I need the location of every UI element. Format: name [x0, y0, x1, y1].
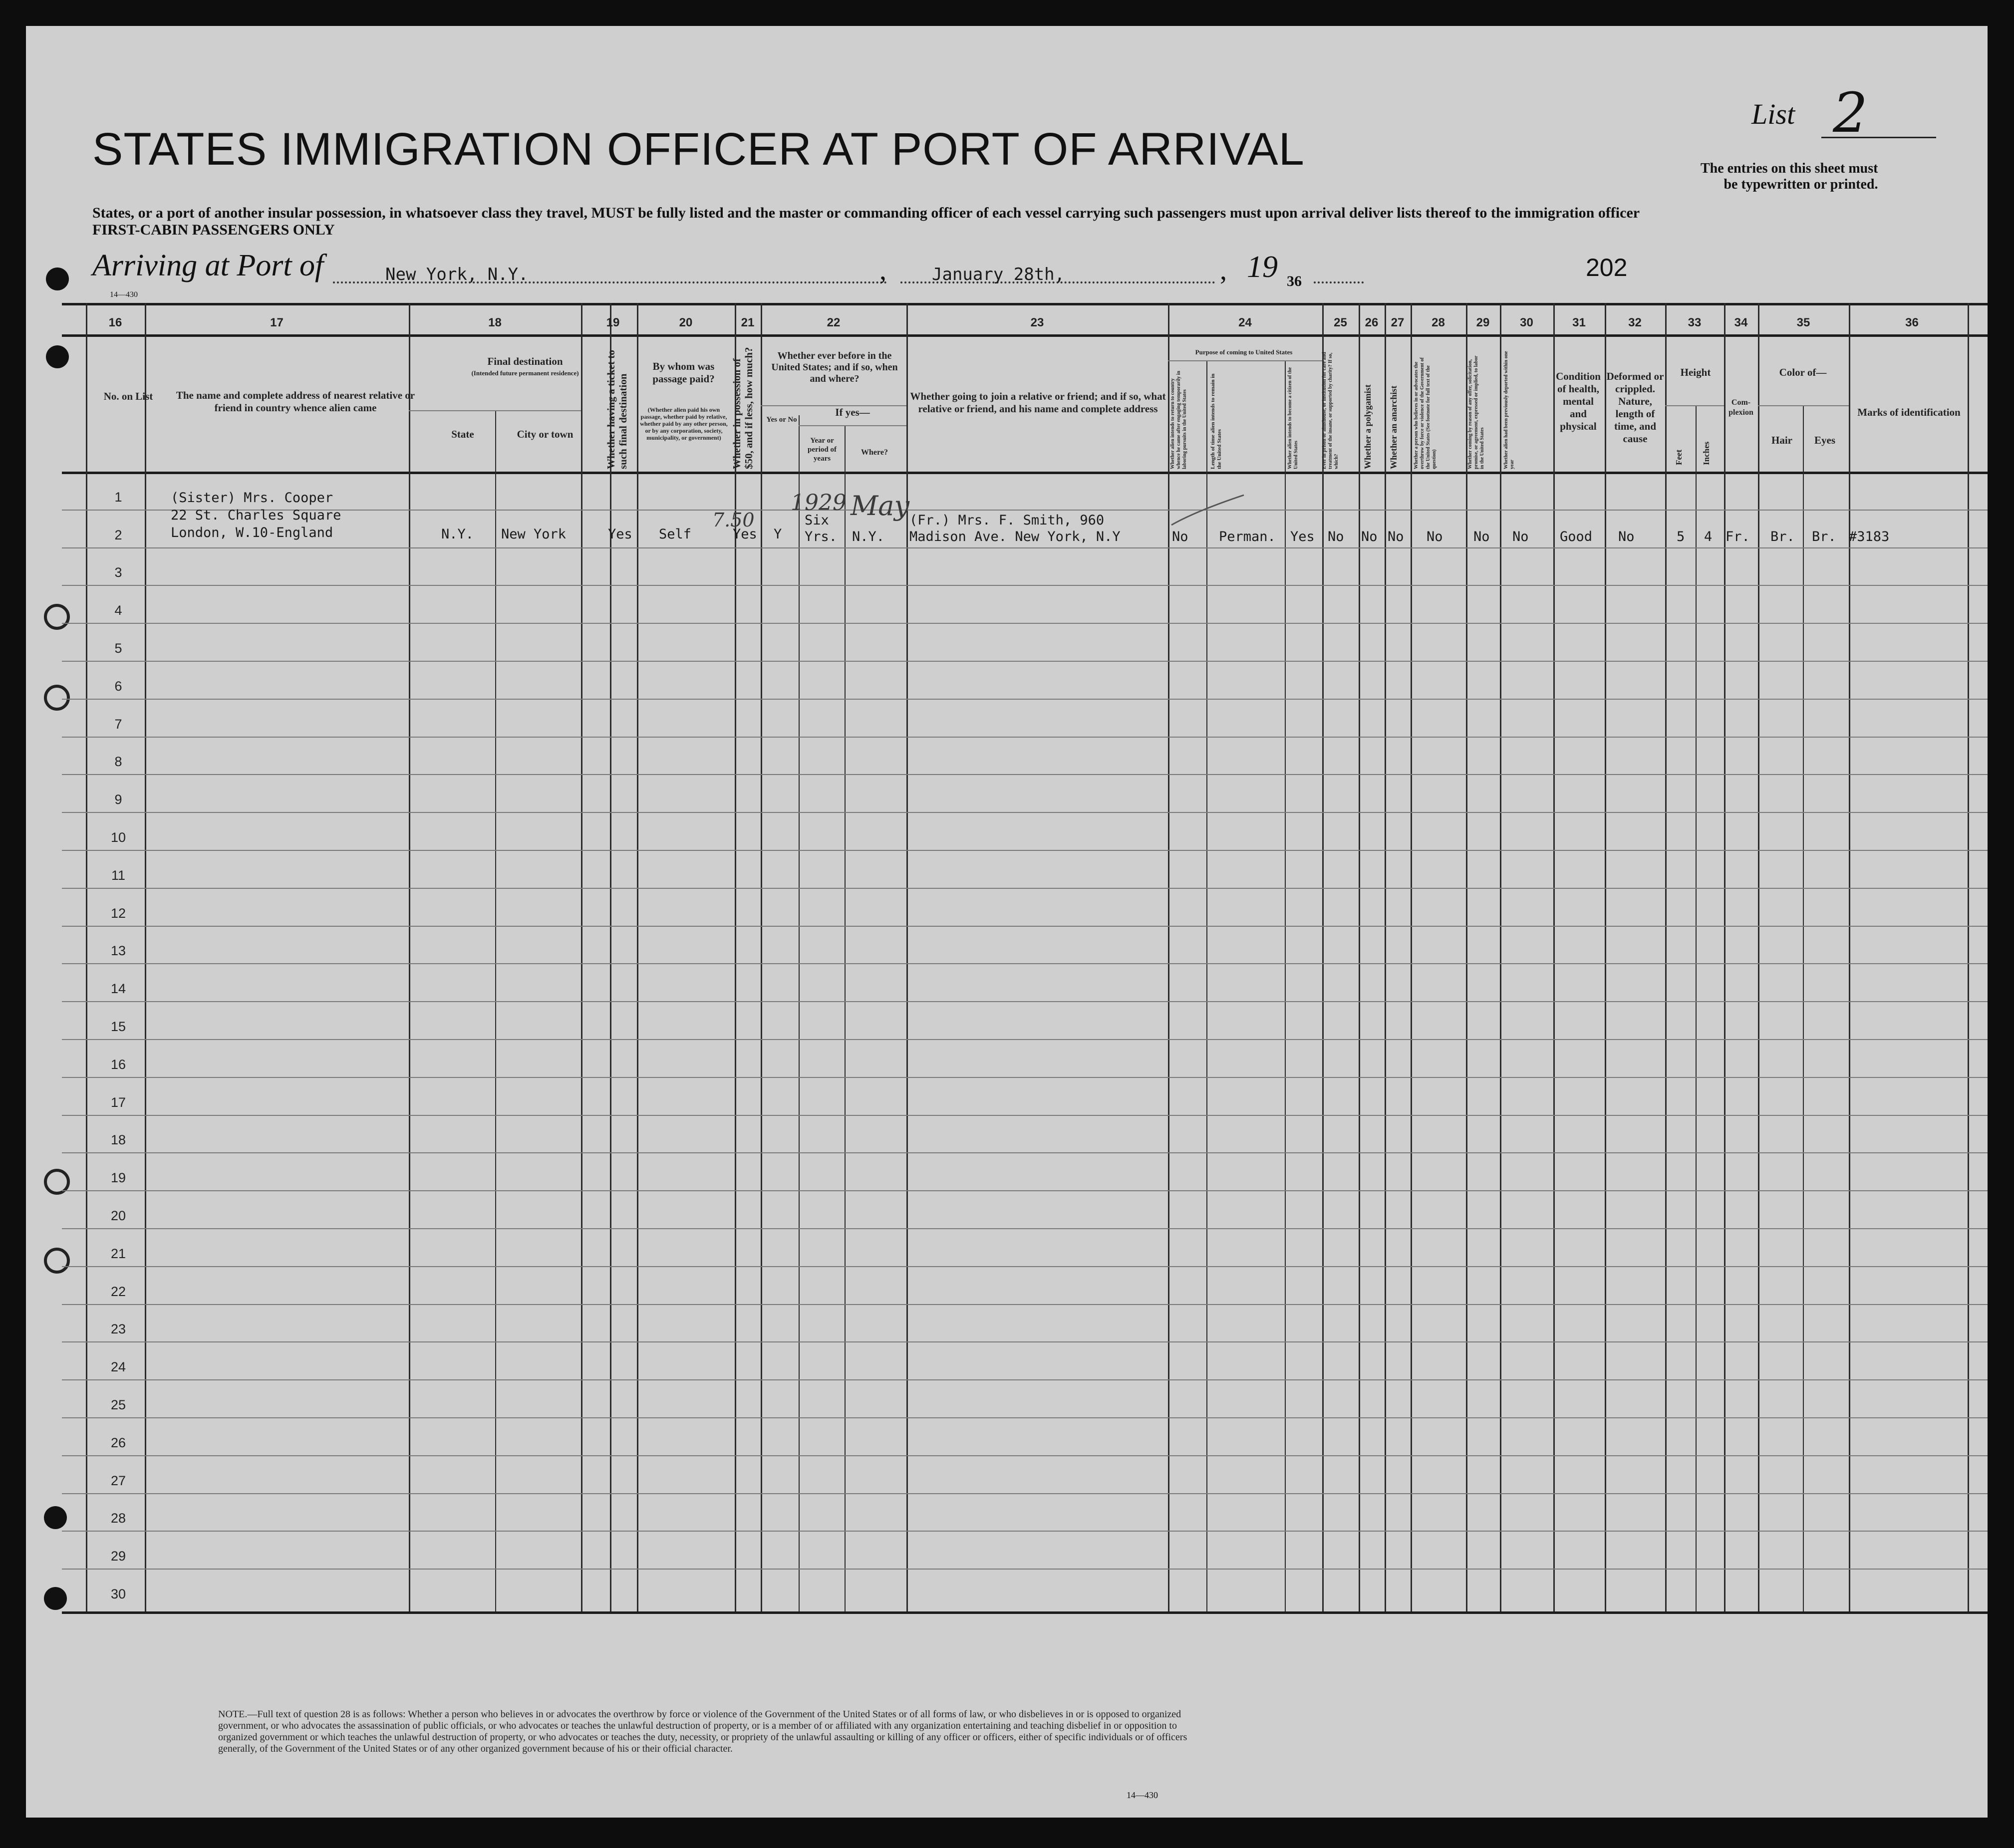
row-number: 15 — [110, 1019, 126, 1034]
row-number: 16 — [110, 1056, 126, 1072]
year-suffix: 36 — [1287, 273, 1302, 289]
row-number: 1 — [114, 489, 122, 505]
entry-where: N.Y. — [852, 529, 885, 544]
row-number: 29 — [110, 1549, 126, 1564]
row-number: 6 — [114, 678, 122, 694]
instruction-text: States, or a port of another insular possession, in whatsoever class they travel, MUST be fully listed and the master or commanding officer of each vessel carrying such passengers must upon arrival deliver lists thereof to the immigration officer — [92, 205, 1640, 221]
entry-state: N.Y. — [441, 527, 474, 542]
list-label: List — [1751, 98, 1795, 130]
form-title: STATES IMMIGRATION OFFICER AT PORT OF ARRIVAL — [92, 124, 1305, 175]
header-deformed: Deformed or crippled. Nature, length of time, and cause — [1606, 370, 1664, 445]
column-number: 17 — [270, 316, 284, 329]
date-value: January 28th, — [932, 264, 1065, 284]
row-number: 11 — [111, 867, 126, 883]
header-no-on-list: No. on List — [103, 390, 153, 402]
year-prefix: 19 — [1247, 250, 1278, 284]
column-number: 19 — [606, 316, 620, 329]
handwritten-stroke — [1169, 490, 1249, 530]
row-number: 10 — [110, 830, 126, 845]
header-year-or-period: Year or period of years — [808, 437, 837, 463]
header-state: State — [451, 428, 474, 440]
row-number: 18 — [110, 1132, 126, 1148]
entry-relative-line-2: 22 St. Charles Square — [171, 508, 341, 523]
row-number: 19 — [110, 1170, 126, 1186]
column-number: 25 — [1334, 316, 1347, 329]
header-where: Where? — [861, 448, 888, 457]
entry-deformed: No — [1618, 529, 1635, 544]
header-if-yes: If yes— — [835, 406, 870, 418]
entry-relative-line-1: (Sister) Mrs. Cooper — [171, 490, 333, 506]
typewritten-note — [1701, 161, 1878, 193]
header-purpose-return: Whether alien intends to return to country whence he came after engaging temporarily in laboring pursuits in the United States — [1170, 371, 1187, 469]
column-number: 33 — [1688, 316, 1702, 329]
column-number: 23 — [1030, 316, 1044, 329]
column-number: 24 — [1238, 316, 1252, 329]
header-height: Height — [1680, 366, 1711, 378]
row-number: 25 — [110, 1397, 126, 1412]
port-value: New York, N.Y. — [385, 264, 529, 284]
page-number: 202 — [1586, 254, 1628, 281]
binder-hole — [44, 1248, 70, 1274]
list-number: 2 — [1833, 81, 1868, 145]
row-number: 21 — [110, 1246, 126, 1261]
binder-hole — [44, 685, 70, 711]
header-yes-or-no: Yes or No — [766, 416, 797, 424]
header-polygamist: Whether a polygamist — [1363, 384, 1373, 469]
header-condition: Condition of health, mental and physical — [1556, 370, 1601, 432]
class-line: FIRST-CABIN PASSENGERS ONLY — [92, 222, 335, 238]
column-number: 34 — [1734, 316, 1748, 329]
entry-feet: 5 — [1677, 529, 1685, 544]
entry-marks: #3183 — [1849, 529, 1890, 544]
header-purpose-length: Length of time alien intends to remain in the United States — [1210, 373, 1222, 469]
column-number: 29 — [1476, 316, 1490, 329]
header-marks: Marks of identification — [1857, 406, 1961, 418]
binder-hole — [44, 1587, 67, 1610]
column-number: 21 — [741, 316, 755, 329]
header-deported: Whether alien had been previously deported within one year — [1503, 351, 1515, 469]
binder-hole — [44, 604, 70, 630]
header-feet: Feet — [1674, 449, 1684, 465]
row-number: 14 — [110, 981, 126, 997]
entry-ticket: Yes — [608, 527, 632, 542]
entry-complexion: Fr. — [1726, 529, 1750, 544]
row-number: 26 — [110, 1435, 126, 1450]
row-number: 22 — [110, 1284, 126, 1299]
column-number: 30 — [1520, 316, 1533, 329]
entry-city: New York — [501, 527, 567, 542]
header-relative-address: The name and complete address of nearest relative or friend in country whence alien came — [176, 389, 415, 414]
entry-before-yes-no: Y — [774, 527, 782, 542]
column-number: 18 — [488, 316, 502, 329]
row-number: 5 — [114, 641, 122, 656]
header-city-or-town: City or town — [517, 428, 574, 440]
entry-relative-line-3: London, W.10-England — [171, 525, 333, 540]
column-number: 36 — [1905, 316, 1919, 329]
entry-deported: No — [1512, 529, 1529, 544]
header-color-of: Color of— — [1779, 366, 1827, 378]
entry-where-handwritten: May — [851, 490, 909, 522]
entry-inches: 4 — [1704, 529, 1713, 544]
row-number: 28 — [110, 1511, 126, 1526]
entry-contract: No — [1473, 529, 1490, 544]
entry-return-temporary: No — [1172, 529, 1188, 544]
entry-period-handwritten: 1929 — [791, 490, 847, 516]
header-joining: Whether going to join a relative or friend; and if so, what relative or friend, and his name and complete address — [910, 390, 1166, 415]
entry-become-citizen: Yes — [1290, 529, 1315, 544]
row-number: 7 — [114, 716, 122, 732]
row-number: 9 — [114, 792, 122, 807]
header-contract: Whether coming by reason of any offer, solicitation, promise, or agreement, expressed or implied, to labor in the United States — [1467, 355, 1485, 469]
row-number: 27 — [110, 1473, 126, 1488]
row-number: 8 — [114, 754, 122, 770]
column-number: 31 — [1572, 316, 1586, 329]
row-number: 12 — [110, 905, 126, 921]
entry-period-line-1: Six — [805, 513, 829, 528]
manifest-sheet: STATES IMMIGRATION OFFICER AT PORT OF ARRIVAL States, or a port of another insular possession, in whatsoever class they travel, MUST be fully listed and the master or commanding officer of each vessel carrying such passengers must upon arrival deliver lists thereof to the immigration officer FIRST-CABIN PASSENGERS ONLY List 2 The entries on this sheet must be typewritten or printed. Arriving at Port of New York, N.Y. , January 28th, , 19 36 202 14—430 16 17 18 19 20 21 22 23 24 25 26 27 28 29 30 31 32 33 34 35 36 No. on List The name and complete address of nearest relative or friend in country whence alien came Final destination (Intended future permanent residence) State City or town Whether having a ticket to such final destination By whom was passage paid? (Whether alien paid his own passage, whether paid by relative, whether paid by any other person, or by any corporation, society, municipality, or government) Whether in possession of $50, and if less, how much? Whether ever before in the United States; and if so, when and where? Yes or No If yes— Year or period of years Where? Whether going to join a relative or friend; and if so, what relative or friend, and his name and complete address Purpose of coming to United States Whether alien intends to return to country whence he came after engaging temporarily in laboring pursuits in the United States Length of time alien intends to remain in the United States Whether alien intends to become a citizen of the United States Ever in prison or almshouse, or institution for care and treatment of the insane, or supported by charity? If so, which? Whether a polygamist Whether an anarchist Whether a person who believes in or advocates the overthrow by force or violence of the Government of the United States (See footnote for full text of the question) Whether coming by reason of any offer, solicitation, promise, or agreement, expressed or implied, to labor in the United States Whether alien had been previously deported within one year Condition of health, mental and physical Deformed or crippled. Nature, length of time, and cause Height Feet Inches Com-plexion Color of— Hair Eyes Marks of identification 1 2 3 4 5 6 7 8 9 10 11 12 13 14 15 16 17 18 19 20 21 22 23 24 25 26 27 28 29 30 (Sister) Mrs. Cooper 22 St. Charles Square London, W.10-England N.Y. New York Yes Self Yes 7.50 Y Six Yrs. 1929 N.Y. May (Fr.) Mrs. F. Smith, 960 Madison Ave. New York, N.Y No Perman. Yes No No No No No No Good No 5 4 Fr. Br. Br. #3183 NOTE.—Full text of question 28 is as follows: Whether a person who believes in or advocates the overthrow by force or violence of the Government of the United States or of all forms of law, or who disbelieves in or is opposed to organized government, or who advocates the assassination of public officials, or who advocates or teaches the unlawful destruction of property, or is a member of or affiliated with any organization entertaining and teaching disbelief in or opposition to organized government or which teaches the unlawful destruction of property, or who advocates or teaches the duty, necessity, or propriety of the unlawful assaulting or killing of any officer or officers, either of specific individuals or of officers generally, of the Government of the United States or of any other organized government because of his or their official character. 14—430 — [26, 26, 1988, 1818]
entry-eyes: Br. — [1812, 529, 1836, 544]
header-passage-paid: By whom was passage paid? — [652, 360, 715, 385]
entry-overthrow: No — [1427, 529, 1443, 544]
column-number: 22 — [827, 316, 841, 329]
typewritten-note-line-2: be typewritten or printed. — [1724, 177, 1878, 192]
form-code-top: 14—430 — [110, 290, 138, 299]
binder-hole — [46, 345, 69, 368]
column-number: 20 — [679, 316, 693, 329]
row-number: 17 — [110, 1094, 126, 1110]
entry-period-line-2: Yrs. — [805, 529, 838, 544]
row-number: 4 — [114, 603, 122, 618]
header-passage-paid-note: (Whether alien paid his own passage, whether paid by relative, whether paid by any other person, or by any corporation, society, municipality, or government) — [640, 406, 728, 441]
row-number: 2 — [114, 527, 122, 542]
binder-hole — [46, 267, 69, 290]
entry-hair: Br. — [1770, 529, 1795, 544]
header-ticket: Whether having a ticket to such final destination — [605, 350, 629, 469]
row-number: 20 — [110, 1208, 126, 1223]
column-number: 27 — [1391, 316, 1405, 329]
entry-joining-line-1: (Fr.) Mrs. F. Smith, 960 — [909, 513, 1105, 528]
header-inches: Inches — [1702, 441, 1711, 465]
header-purpose: Purpose of coming to United States — [1195, 348, 1293, 356]
header-anarchist: Whether an anarchist — [1389, 385, 1399, 469]
arriving-label: Arriving at Port of — [92, 249, 324, 282]
column-number: 28 — [1432, 316, 1445, 329]
footnote: NOTE.—Full text of question 28 is as follows: Whether a person who believes in or advocates the overthrow by force or violence of the Government of the United States or of all forms of law, or who disbelieves in or is opposed to organized government, or who advocates the assassination of public officials, or who advocates or teaches the unlawful destruction of property, or is a member of or affiliated with any organization entertaining and teaching disbelief in or opposition to organized government or which teaches the unlawful destruction of property, or who advocates or teaches the duty, necessity, or propriety of the unlawful assaulting or killing of any officer or officers, either of specific individuals or of officers generally, of the Government of the United States or of any other organized government because of his or their official character. — [218, 1709, 1187, 1754]
binder-hole — [44, 1506, 67, 1529]
column-number: 26 — [1365, 316, 1379, 329]
entry-condition: Good — [1560, 529, 1593, 544]
header-final-destination: Final destination — [487, 355, 563, 367]
header-purpose-citizen: Whether alien intends to become a citizen of the United States — [1287, 367, 1299, 469]
column-number: 16 — [108, 316, 122, 329]
header-final-destination-note: (Intended future permanent residence) — [471, 369, 579, 377]
column-number: 32 — [1628, 316, 1642, 329]
entry-anarchist: No — [1388, 529, 1404, 544]
column-number: 35 — [1796, 316, 1810, 329]
entry-prison: No — [1328, 529, 1344, 544]
header-hair: Hair — [1771, 434, 1792, 446]
header-complexion: Com-plexion — [1728, 398, 1753, 417]
row-number: 24 — [110, 1359, 126, 1375]
entry-passage: Self — [659, 527, 692, 542]
form-code-bottom: 14—430 — [1127, 1790, 1158, 1800]
entry-joining-line-2: Madison Ave. New York, N.Y — [909, 529, 1121, 544]
header-before-in-us: Whether ever before in the United States; and if so, when and where? — [771, 350, 898, 384]
entry-polygamist: No — [1361, 529, 1378, 544]
entry-money-handwritten: 7.50 — [712, 509, 755, 531]
row-number: 23 — [110, 1321, 126, 1337]
header-prison: Ever in prison or almshouse, or institution for care and treatment of the insane, or supported by charity? If so, which? — [1322, 352, 1339, 469]
header-money: Whether in possession of $50, and if less, how much? — [731, 347, 755, 469]
header-overthrow: Whether a person who believes in or advocates the overthrow by force or violence of the Government of the United States (See footnote for full text of the question) — [1414, 357, 1437, 469]
row-number: 13 — [110, 943, 126, 959]
row-number: 3 — [114, 565, 122, 580]
header-eyes: Eyes — [1814, 434, 1835, 446]
typewritten-note-line-1: The entries on this sheet must — [1701, 161, 1878, 176]
entry-length-of-stay: Perman. — [1219, 529, 1276, 544]
row-number: 30 — [110, 1586, 126, 1601]
entry-money: Yes — [733, 527, 757, 542]
